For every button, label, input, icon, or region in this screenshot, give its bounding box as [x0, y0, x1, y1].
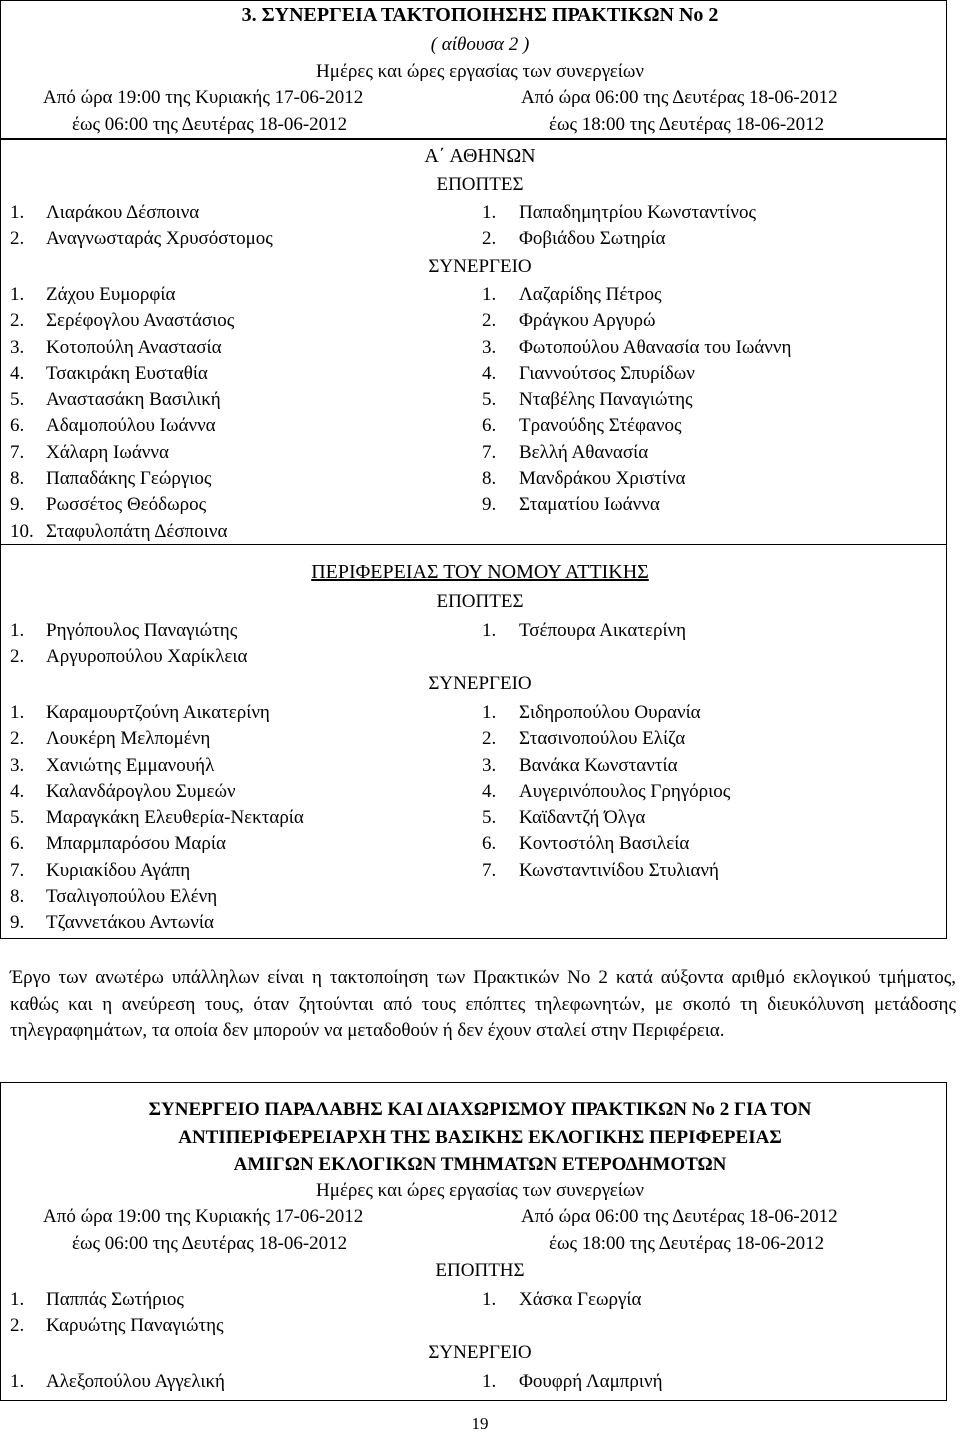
list-item: 1. Φουφρή Λαμπρινή — [482, 1371, 663, 1392]
list-item: 1. Λαζαρίδης Πέτρος — [482, 284, 662, 305]
list-item: 5. Μαραγκάκη Ελευθερία-Νεκταρία — [10, 807, 304, 829]
list-item: 5. Καϊδαντζή Όλγα — [482, 807, 646, 829]
list-item: 2. Στασινοπούλου Ελίζα — [482, 728, 686, 750]
list-item: 7. Κυριακίδου Αγάπη — [10, 859, 191, 881]
receipt-title-line3: ΑΜΙΓΩΝ ΕΚΛΟΓΙΚΩΝ ΤΜΗΜΑΤΩΝ ΕΤΕΡΟΔΗΜΟΤΩΝ — [233, 1154, 727, 1175]
header-box-top — [0, 0, 946, 1]
list-item: 6. Κοντοστόλη Βασιλεία — [482, 833, 690, 855]
receipt-title-line1: ΣΥΝΕΡΓΕΙΟ ΠΑΡΑΛΑΒΗΣ ΚΑΙ ΔΙΑΧΩΡΙΣΜΟΥ ΠΡΑΚΤΙΚΩΝ Νο 2 ΓΙΑ ΤΟΝ — [148, 1099, 812, 1120]
shift-left-line2: έως 06:00 της Δευτέρας 18-06-2012 — [72, 114, 348, 135]
athens-box-left — [0, 138, 1, 544]
list-item: 10. Σταφυλοπάτη Δέσποινα — [10, 520, 228, 542]
list-item: 5. Νταβέλης Παναγιώτης — [482, 389, 693, 411]
athens-box-right — [946, 138, 947, 544]
athens-supervisors-left — [10, 200, 273, 253]
list-item: 1. Ρηγόπουλος Παναγιώτης — [10, 620, 238, 641]
receipt-box-top — [0, 1082, 947, 1083]
list-item: 6. Αδαμοπούλου Ιωάννα — [10, 415, 216, 437]
receipt-team-right — [482, 1369, 663, 1395]
section-title: 3. ΣΥΝΕΡΓΕΙΑ ΤΑΚΤΟΠΟΙΗΣΗΣ ΠΡΑΚΤΙΚΩΝ Νο 2 — [241, 4, 719, 26]
list-item: 3. Χανιώτης Εμμανουήλ — [10, 754, 215, 776]
receipt-shift-left-line2: έως 06:00 της Δευτέρας 18-06-2012 — [72, 1233, 348, 1254]
receipt-title-line2: ΑΝΤΙΠΕΡΙΦΕΡΕΙΑΡΧΗ ΤΗΣ ΒΑΣΙΚΗΣ ΕΚΛΟΓΙΚΗΣ ΠΕΡΙΦΕΡΕΙΑΣ — [178, 1127, 782, 1148]
list-item: 4. Αυγερινόπουλος Γρηγόριος — [482, 780, 731, 802]
page-number: 19 — [471, 1414, 489, 1433]
receipt-shift-left-line1: Από ώρα 19:00 της Κυριακής 17-06-2012 — [43, 1206, 364, 1227]
athens-team-right — [482, 282, 791, 519]
list-item: 6. Τρανούδης Στέφανος — [482, 415, 682, 437]
list-item: 1. Σιδηροπούλου Ουρανία — [482, 702, 701, 723]
list-item: 5. Αναστασάκη Βασιλική — [10, 389, 221, 411]
list-item: 9. Σταματίου Ιωάννα — [482, 494, 660, 516]
shift-right-line1: Από ώρα 06:00 της Δευτέρας 18-06-2012 — [521, 87, 838, 108]
list-item: 1. Καραμουρτζούνη Αικατερίνη — [10, 702, 270, 723]
list-item: 4. Καλανδάρογλου Συμεών — [10, 780, 236, 802]
list-item: 1. Παππάς Σωτήριος — [10, 1289, 184, 1310]
list-item: 7. Κωνσταντινίδου Στυλιανή — [482, 859, 719, 881]
list-item: 2. Αργυροπούλου Χαρίκλεια — [10, 646, 248, 668]
list-item: 7. Βελλή Αθανασία — [482, 441, 649, 463]
list-item: 8. Μανδράκου Χριστίνα — [482, 468, 686, 490]
list-item: 2. Λουκέρη Μελπομένη — [10, 728, 211, 750]
receipt-shift-right-line2: έως 18:00 της Δευτέρας 18-06-2012 — [549, 1233, 825, 1254]
shift-right-line2: έως 18:00 της Δευτέρας 18-06-2012 — [549, 114, 825, 135]
list-item: 3. Φωτοπούλου Αθανασία του Ιωάννη — [482, 336, 792, 358]
list-item: 3. Βανάκα Κωνσταντία — [482, 754, 678, 776]
list-item: 1. Χάσκα Γεωργία — [482, 1289, 642, 1310]
list-item: 2. Αναγνωσταράς Χρυσόστομος — [10, 228, 273, 250]
receipt-shift-right-line1: Από ώρα 06:00 της Δευτέρας 18-06-2012 — [521, 1206, 838, 1227]
attica-box-bottom — [0, 938, 947, 939]
athens-supervisors-right — [482, 200, 756, 253]
receipt-supervisors-right — [482, 1287, 641, 1313]
header-box-bottom — [0, 138, 947, 140]
room-label: ( αίθουσα 2 ) — [430, 34, 530, 55]
athens-supervisors-heading: ΕΠΟΠΤΕΣ — [436, 174, 524, 195]
list-item: 9. Τζαννετάκου Αντωνία — [10, 912, 214, 934]
receipt-supervisors-left — [10, 1287, 224, 1340]
attica-supervisors-heading: ΕΠΟΠΤΕΣ — [436, 591, 524, 612]
list-item: 1. Λιαράκου Δέσποινα — [10, 202, 200, 223]
list-item: 1. Τσέπουρα Αικατερίνη — [482, 620, 687, 641]
list-item: 2. Καρυώτης Παναγιώτης — [10, 1315, 224, 1337]
list-item: 6. Μπαρμπαρόσου Μαρία — [10, 833, 226, 855]
attica-heading: ΠΕΡΙΦΕΡΕΙΑΣ ΤΟΥ ΝΟΜΟΥ ΑΤΤΙΚΗΣ — [311, 561, 649, 583]
list-item: 8. Παπαδάκης Γεώργιος — [10, 468, 212, 490]
list-item: 1. Ζάχου Ευμορφία — [10, 284, 176, 305]
list-item: 4. Γιαννούτσος Σπυρίδων — [482, 362, 695, 384]
days-hours-label: Ημέρες και ώρες εργασίας των συνεργείων — [316, 61, 644, 82]
attica-team-left — [10, 700, 304, 937]
attica-team-right — [482, 700, 730, 884]
attica-supervisors-left — [10, 618, 247, 671]
description-paragraph: Έργο των ανωτέρω υπάλληλων είναι η τακτοποίηση των Πρακτικών Νο 2 κατά αύξοντα αριθμό εκλογικού τμήματος, καθώς και η ανεύρεση τους, όταν ζητούνται από τους επόπτες τηλεφωνητών, με σκοπό τη διευκόλυνση μετάδοσης τηλεγραφημάτων, τα οποία δεν μπορούν να μεταδοθούν ή δεν έχουν σταλεί στην Περιφέρεια. — [10, 967, 956, 1041]
attica-supervisors-right — [482, 618, 686, 644]
shift-left-line1: Από ώρα 19:00 της Κυριακής 17-06-2012 — [43, 87, 364, 108]
receipt-team-heading: ΣΥΝΕΡΓΕΙΟ — [428, 1342, 532, 1363]
athens-heading: Α΄ ΑΘΗΝΩΝ — [424, 145, 536, 167]
list-item: 7. Χάλαρη Ιωάννα — [10, 441, 169, 463]
attica-team-heading: ΣΥΝΕΡΓΕΙΟ — [428, 673, 532, 694]
list-item: 8. Τσαλιγοπούλου Ελένη — [10, 886, 218, 908]
list-item: 4. Τσακιράκη Ευσταθία — [10, 362, 208, 384]
list-item: 1. Αλεξοπούλου Αγγελική — [10, 1371, 225, 1392]
list-item: 3. Κοτοπούλη Αναστασία — [10, 336, 222, 358]
athens-team-left — [10, 282, 234, 545]
receipt-supervisor-heading: ΕΠΟΠΤΗΣ — [435, 1260, 525, 1281]
list-item: 2. Φοβιάδου Σωτηρία — [482, 228, 666, 250]
list-item: 9. Ρωσσέτος Θεόδωρος — [10, 494, 207, 516]
list-item: 2. Φράγκου Αργυρώ — [482, 310, 656, 332]
receipt-team-left — [10, 1369, 225, 1395]
list-item: 2. Σερέφογλου Αναστάσιος — [10, 310, 235, 332]
receipt-days-hours-label: Ημέρες και ώρες εργασίας των συνεργείων — [316, 1180, 644, 1201]
receipt-box-bottom — [0, 1400, 947, 1401]
athens-team-heading: ΣΥΝΕΡΓΕΙΟ — [428, 256, 532, 277]
list-item: 1. Παπαδημητρίου Κωνσταντίνος — [482, 202, 757, 223]
